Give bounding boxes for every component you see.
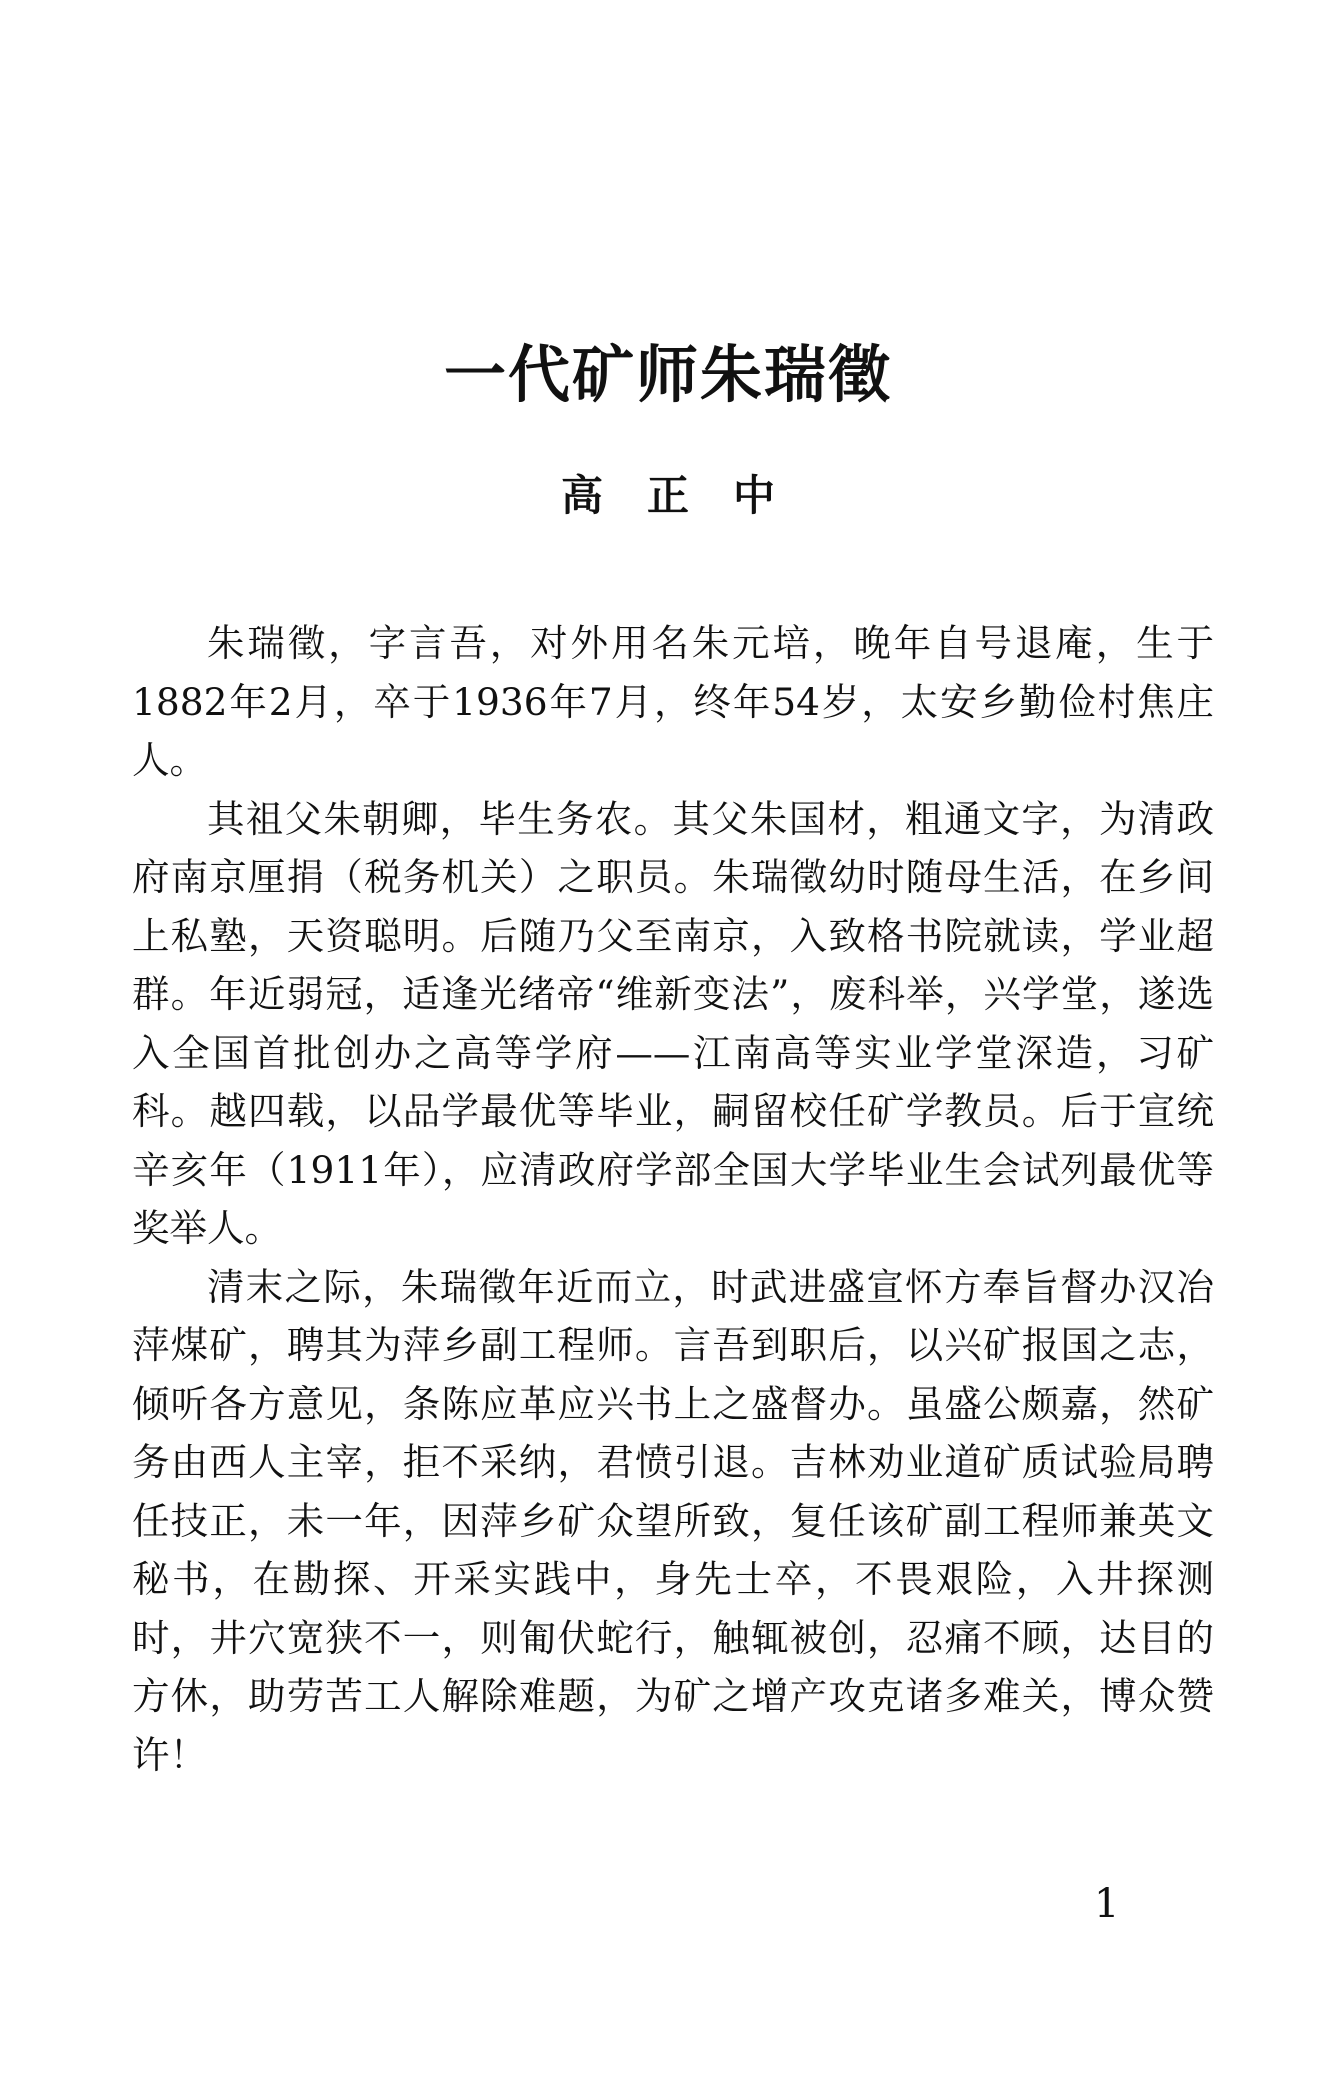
article-author: 高正中 <box>560 471 819 520</box>
page-number: 1 <box>1094 1881 1120 1927</box>
article-body <box>132 614 1214 1784</box>
article-title: 一代矿师朱瑞徵 <box>443 338 892 411</box>
paragraph-3: 清末之际，朱瑞徵年近而立，时武进盛宣怀方奉旨督办汉冶萍煤矿，聘其为萍乡副工程师。言吾到职后，以兴矿报国之志，倾听各方意见，条陈应革应兴书上之盛督办。虽盛公颇嘉，然矿务由西人主宰，拒不采纳，君愤引退。吉林劝业道矿质试验局聘任技正，未一年，因萍乡矿众望所致，复任该矿副工程师兼英文秘书，在勘探、开采实践中，身先士卒，不畏艰险，入井探测时，井穴宽狭不一，则匍伏蛇行，触辄被创，忍痛不顾，达目的方休，助劳苦工人解除难题，为矿之增产攻克诸多难关，博众赞许！ <box>132 1264 1214 1777</box>
paragraph-2: 其祖父朱朝卿，毕生务农。其父朱国材，粗通文字，为清政府南京厘捐（税务机关）之职员。朱瑞徵幼时随母生活，在乡间上私塾，天资聪明。后随乃父至南京，入致格书院就读，学业超群。年近弱冠，适逢光绪帝“维新变法”，废科举，兴学堂，遂选入全国首批创办之高等学府——江南高等实业学堂深造，习矿科。越四载，以品学最优等毕业，嗣留校任矿学教员。后于宣统辛亥年（1911年），应清政府学部全国大学毕业生会试列最优等奖举人。 <box>132 796 1214 1250</box>
paragraph-1: 朱瑞徵，字言吾，对外用名朱元培，晚年自号退庵，生于1882年2月，卒于1936年7月，终年54岁，太安乡勤俭村焦庄人。 <box>132 621 1214 782</box>
